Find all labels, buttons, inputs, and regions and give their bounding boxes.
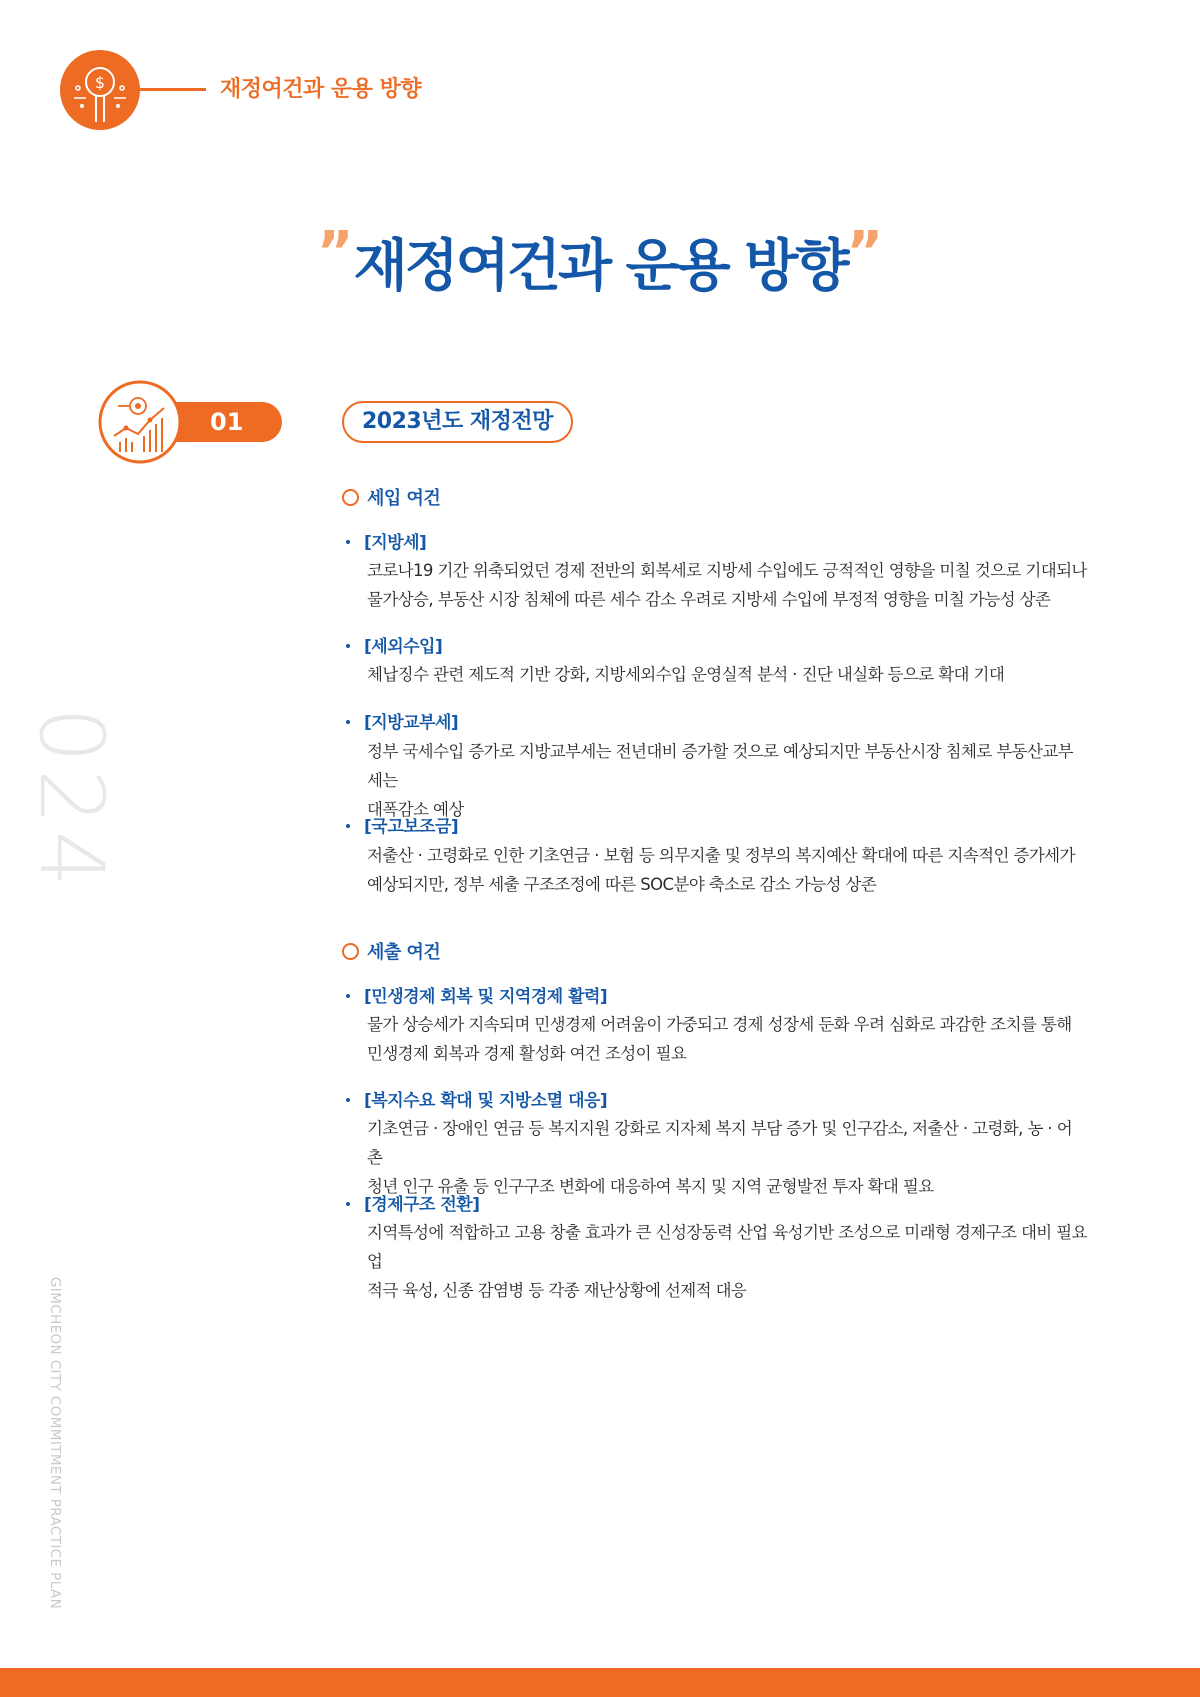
item-title-text: [세외수입] [364,637,443,657]
growth-chart-icon [98,380,182,464]
footer-bar [0,1668,1200,1697]
dot-bullet-icon [346,540,350,544]
expenditure-item-body [367,1218,1087,1305]
revenue-item-body [367,660,1087,689]
item-title-text: [경제구조 전환] [364,1195,480,1215]
expenditure-heading-label: 세출 여건 [367,942,441,963]
circle-bullet-icon [342,943,359,960]
item-title-text: [지방세] [364,533,427,553]
revenue-item-title [346,708,458,733]
section-number: 01 [210,408,244,436]
section-title: 2023년도 재정전망 [342,401,573,443]
revenue-item-title [346,812,458,837]
open-quote-mark: ” [316,220,354,285]
revenue-item-title [346,528,426,553]
dot-bullet-icon [346,994,350,998]
body-line: 지역특성에 적합하고 고용 창출 효과가 큰 신성장동력 산업 육성기반 조성으로 미래형 경제구조 대비 필요 업 [367,1223,1087,1271]
side-document-title: GIMCHEON CITY COMMITMENT PRACTICE PLAN [47,1276,63,1610]
body-line: 물가 상승세가 지속되며 민생경제 어려움이 가중되고 경제 성장세 둔화 우려 심화로 과감한 조치를 통해 [367,1015,1072,1034]
body-line: 적극 육성, 신종 감염병 등 각종 재난상황에 선제적 대응 [367,1281,747,1300]
body-line: 정부 국세수입 증가로 지방교부세는 전년대비 증가할 것으로 예상되지만 부동산시장 침체로 부동산교부세는 [367,742,1074,790]
body-line: 물가상승, 부동산 시장 침체에 따른 세수 감소 우려로 지방세 수입에 부정적 영향을 미칠 가능성 상존 [367,590,1051,609]
circle-bullet-icon [342,489,359,506]
revenue-heading-label: 세입 여건 [367,488,441,509]
expenditure-item-title [346,1190,480,1215]
revenue-item-body [367,737,1087,824]
close-quote-mark: ” [846,220,884,285]
dot-bullet-icon [346,644,350,648]
dot-bullet-icon [346,720,350,724]
expenditure-item-title [346,1086,607,1111]
body-line: 기초연금 · 장애인 연금 등 복지지원 강화로 지자체 복지 부담 증가 및 인구감소, 저출산 · 고령화, 농 · 어촌 [367,1119,1073,1167]
body-line: 체납징수 관련 제도적 기반 강화, 지방세외수입 운영실적 분석 · 진단 내실화 등으로 확대 기대 [367,665,1005,684]
header-divider [140,88,206,91]
expenditure-heading [342,938,440,964]
item-title-text: [국고보조금] [364,817,459,837]
dot-bullet-icon [346,824,350,828]
body-line: 예상되지만, 정부 세출 구조조정에 따른 SOC분야 축소로 감소 가능성 상존 [367,875,877,894]
revenue-heading [342,484,440,510]
body-line: 대폭감소 예상 [367,800,464,819]
dot-bullet-icon [346,1202,350,1206]
item-title-text: [민생경제 회복 및 지역경제 활력] [364,987,608,1007]
header-title: 재정여건과 운용 방향 [220,77,422,102]
body-line: 코로나19 기간 위축되었던 경제 전반의 회복세로 지방세 수입에도 긍적적인 영향을 미칠 것으로 기대되나 [367,561,1087,580]
item-title-text: [복지수요 확대 및 지방소멸 대응] [364,1091,608,1111]
main-title-block [0,222,1200,302]
expenditure-item-body [367,1010,1087,1068]
dot-bullet-icon [346,1098,350,1102]
revenue-item-body [367,556,1087,614]
expenditure-item-title [346,982,607,1007]
body-line: 저출산 · 고령화로 인한 기초연금 · 보험 등 의무지출 및 정부의 복지예산 확대에 따른 지속적인 증가세가 [367,846,1075,865]
revenue-item-title [346,632,442,657]
revenue-item-body [367,841,1087,899]
expenditure-item-body [367,1114,1087,1201]
money-search-icon [60,50,140,130]
page-title: 재정여건과 운용 방향 [353,234,847,299]
body-line: 민생경제 회복과 경제 활성화 여건 조성이 필요 [367,1044,687,1063]
item-title-text: [지방교부세] [364,713,459,733]
page-number: 024 [20,707,123,893]
svg-text:$: $ [94,73,106,92]
body-line: 청년 인구 유출 등 인구구조 변화에 대응하여 복지 및 지역 균형발전 투자 확대 필요 [367,1177,934,1196]
